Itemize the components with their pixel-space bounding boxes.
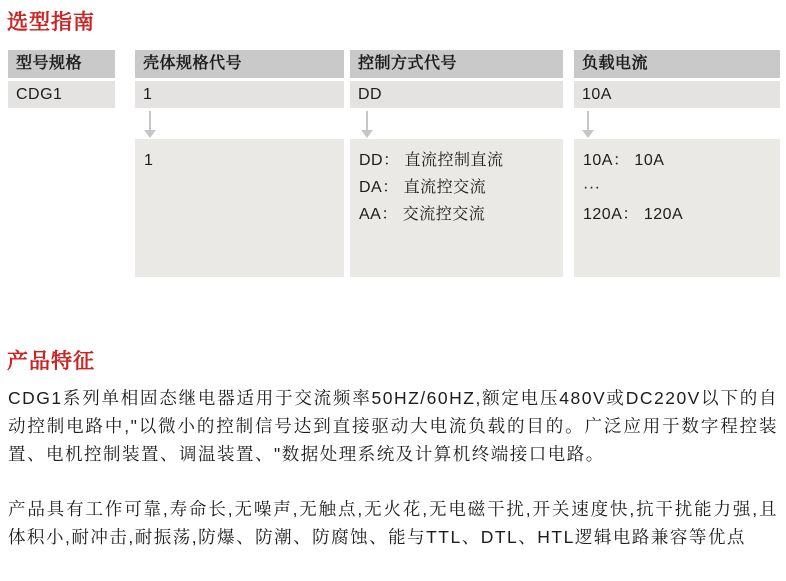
detail-line: DA： 直流控交流 [359, 179, 487, 196]
detail-line: ··· [583, 179, 601, 196]
column-header-model-spec: 型号规格 [8, 50, 115, 78]
column-header-shell-code: 壳体规格代号 [135, 50, 344, 78]
arrow-head [144, 130, 156, 138]
detail-box-control-mode [350, 139, 563, 277]
selection-guide-title: 选型指南 [7, 11, 95, 34]
arrow-head [361, 130, 373, 138]
column-header-control-mode: 控制方式代号 [350, 50, 563, 78]
arrow-down-icon [144, 111, 156, 138]
column-value-model-spec: CDG1 [8, 81, 115, 108]
features-paragraph-application: CDG1系列单相固态继电器适用于交流频率50HZ/60HZ,额定电压480V或DC220V以下的自动控制电路中,"以微小的控制信号达到直接驱动大电流负载的目的。广泛应用于数字程控装置、电机控制装置、调温装置、"数据处理系统及计算机终端接口电路。 [8, 388, 778, 464]
arrow-shaft [587, 111, 589, 131]
arrow-down-icon [582, 111, 594, 138]
column-value-control-mode: DD [350, 81, 563, 108]
arrow-head [582, 130, 594, 138]
column-value-shell-code: 1 [135, 81, 344, 108]
detail-line: 10A： 10A [583, 152, 665, 169]
arrow-down-icon [361, 111, 373, 138]
detail-box-load-current [574, 139, 780, 277]
column-value-load-current: 10A [574, 81, 780, 108]
arrow-shaft [149, 111, 151, 131]
detail-line: 1 [144, 152, 154, 169]
product-features-title: 产品特征 [7, 350, 95, 373]
detail-box-shell-code [135, 139, 344, 277]
detail-line: DD： 直流控制直流 [359, 152, 504, 169]
arrow-shaft [366, 111, 368, 131]
column-header-load-current: 负载电流 [574, 50, 780, 78]
detail-line: 120A： 120A [583, 206, 684, 223]
detail-line: AA： 交流控交流 [359, 206, 486, 223]
features-paragraph-advantages: 产品具有工作可靠,寿命长,无噪声,无触点,无火花,无电磁干扰,开关速度快,抗干扰能力强,且体积小,耐冲击,耐振荡,防爆、防潮、防腐蚀、能与TTL、DTL、HTL逻辑电路兼容等优点 [8, 499, 778, 547]
